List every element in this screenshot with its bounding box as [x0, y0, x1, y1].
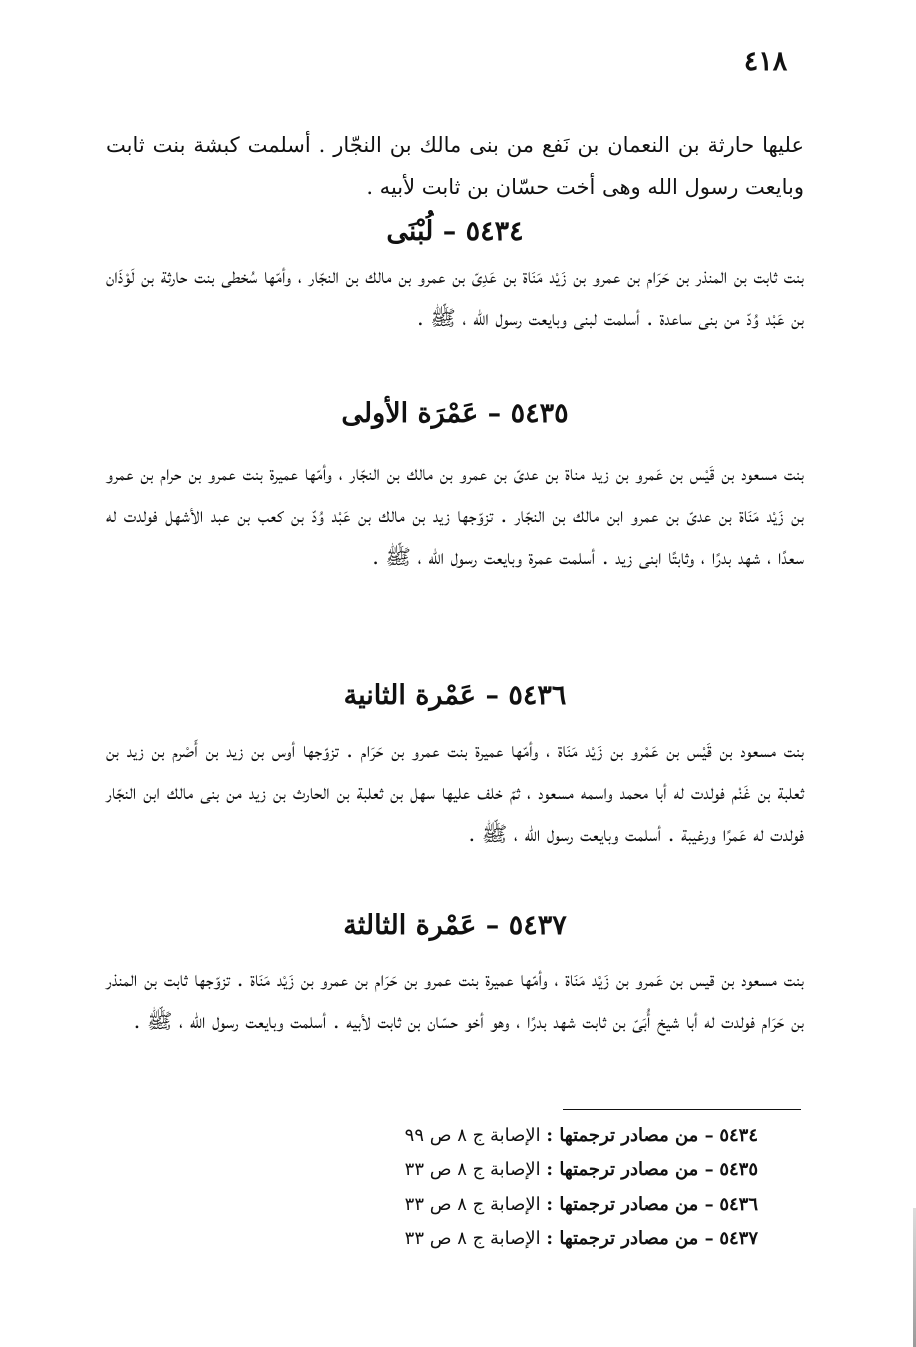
heading-5434: ٥٤٣٤ – لُبْنَى	[386, 216, 524, 247]
footnote-label: – من مصادر ترجمتها :	[546, 1228, 714, 1249]
footnote-5435	[330, 1155, 758, 1185]
footnote-number: ٥٤٣٤	[719, 1125, 758, 1146]
paragraph-5437: بنت مسعود بن قيس بن عَمرو بن زَيْد مَنَاة ، وأمّها عميرة بنت عمرو بن حَرَام بن عمرو بن زَيْد مَنَاة . تزوّجها ثابت بن المنذر بن حَرَام فولدت له أبا شيخ أُبَىّ بن ثابت شهد بدرًا ، وهو أخو حسّان بن ثابت لأبيه . أسلمت وبايعت رسول الله ، ﷺ .	[106, 967, 804, 1033]
footnote-reference: الإصابة ج ٨ ص ٩٩	[404, 1125, 541, 1146]
footnote-5437	[330, 1224, 758, 1254]
footnote-reference: الإصابة ج ٨ ص ٣٣	[404, 1159, 541, 1180]
footnote-label: – من مصادر ترجمتها :	[546, 1159, 714, 1180]
footnote-label: – من مصادر ترجمتها :	[546, 1125, 714, 1146]
footnote-number: ٥٤٣٧	[719, 1228, 758, 1249]
heading-5436: ٥٤٣٦ – عَمْرة الثانية	[343, 680, 567, 711]
paragraph-5436: بنت مسعود بن قَيْس بن عَمْرو بن زَيْد مَنَاة ، وأمّها عميرة بنت عمرو بن حَرَام . تزوّجها أوس بن زيد بن أَصْرم بن زيد بن ثعلبة بن غَنْم فولدت له أبا محمد واسمه مسعود ، ثمّ خلف عليها سهل بن ثعلبة بن الحارث بن زيد من بنى مالك ابن النجّار فولدت له عَمرًا ورغيبة . أسلمت وبايعت رسول الله ، ﷺ .	[106, 738, 804, 846]
footnote-number: ٥٤٣٦	[719, 1194, 758, 1215]
paragraph-5435: بنت مسعود بن قَيْس بن عَمرو بن زيد مناة بن عدىّ بن عمرو بن مالك بن النجّار ، وأمّها عميرة بنت عمرو بن حرام بن عمرو بن زَيْد مَنَاة بن عدىّ بن عمرو ابن مالك بن النجّار . تزوّجها زيد بن مالك بن عَبْد وُدّ بن كعب بن عبد الأشهل فولدت له سعدًا ، شهد بدرًا ، وثابتًا ابنى زيد . أسلمت عمرة وبايعت رسول الله ، ﷺ .	[106, 461, 804, 569]
footnote-reference: الإصابة ج ٨ ص ٣٣	[404, 1194, 541, 1215]
footnote-number: ٥٤٣٥	[719, 1159, 758, 1180]
footnote-5434	[330, 1121, 758, 1151]
footnote-5436	[330, 1190, 758, 1220]
footnote-reference: الإصابة ج ٨ ص ٣٣	[404, 1228, 541, 1249]
paragraph-5434: بنت ثابت بن المنذر بن حَرَام بن عمرو بن زَيْد مَنَاة بن عَدِىّ بن عمرو بن مالك بن النجّار ، وأمّها سُخطى بنت حارثة بن لَوْذَان بن عَبْد وُدّ من بنى ساعدة . أسلمت لبنى وبايعت رسول الله ، ﷺ .	[106, 264, 804, 330]
footnote-label: – من مصادر ترجمتها :	[546, 1194, 714, 1215]
footnote-separator	[563, 1109, 801, 1110]
page-number: ٤١٨	[743, 46, 788, 77]
paragraph-intro: عليها حارثة بن النعمان بن نَفع من بنى مالك بن النجّار . أسلمت كبشة بنت ثابت وبايعت رسول الله وهى أخت حسّان بن ثابت لأبيه .	[106, 133, 804, 199]
heading-5437: ٥٤٣٧ – عَمْرة الثالثة	[343, 910, 567, 941]
heading-5435: ٥٤٣٥ – عَمْرَة الأولى	[341, 398, 569, 429]
